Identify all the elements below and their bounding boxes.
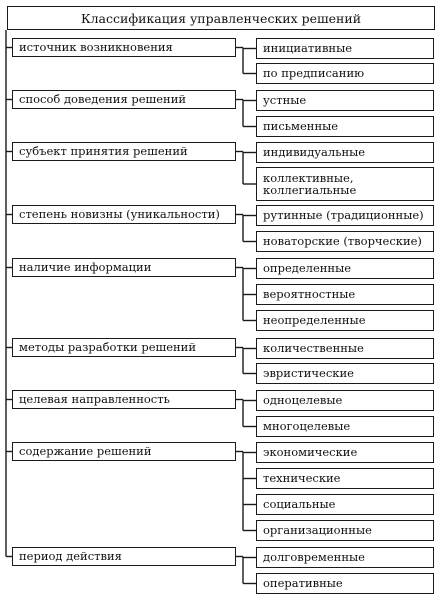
value-box: организационные [256, 520, 434, 541]
value-box: письменные [256, 116, 434, 137]
value-box: технические [256, 468, 434, 489]
category-box: степень новизны (уникальности) [12, 205, 236, 224]
value-box: количественные [256, 338, 434, 359]
category-box: способ доведения решений [12, 90, 236, 109]
value-box: долговременные [256, 547, 434, 568]
diagram-title: Классификация управленческих решений [7, 6, 435, 30]
value-box: рутинные (традиционные) [256, 205, 434, 226]
category-box: субъект принятия решений [12, 142, 236, 161]
value-box: оперативные [256, 573, 434, 594]
category-box: методы разработки решений [12, 338, 236, 357]
value-box: многоцелевые [256, 416, 434, 437]
value-box: социальные [256, 494, 434, 515]
value-box: определенные [256, 258, 434, 279]
value-box: неопределенные [256, 310, 434, 331]
category-box: период действия [12, 547, 236, 566]
value-box: по предписанию [256, 63, 434, 84]
value-box: новаторские (творческие) [256, 231, 434, 252]
value-box: эвристические [256, 363, 434, 384]
value-box: инициативные [256, 38, 434, 59]
value-box: экономические [256, 442, 434, 463]
category-box: наличие информации [12, 258, 236, 277]
value-box: одноцелевые [256, 390, 434, 411]
value-box: вероятностные [256, 284, 434, 305]
value-box: устные [256, 90, 434, 111]
category-box: целевая направленность [12, 390, 236, 409]
category-box: источник возникновения [12, 38, 236, 57]
value-box: коллективные, коллегиальные [256, 167, 434, 201]
category-box: содержание решений [12, 442, 236, 461]
value-box: индивидуальные [256, 142, 434, 163]
